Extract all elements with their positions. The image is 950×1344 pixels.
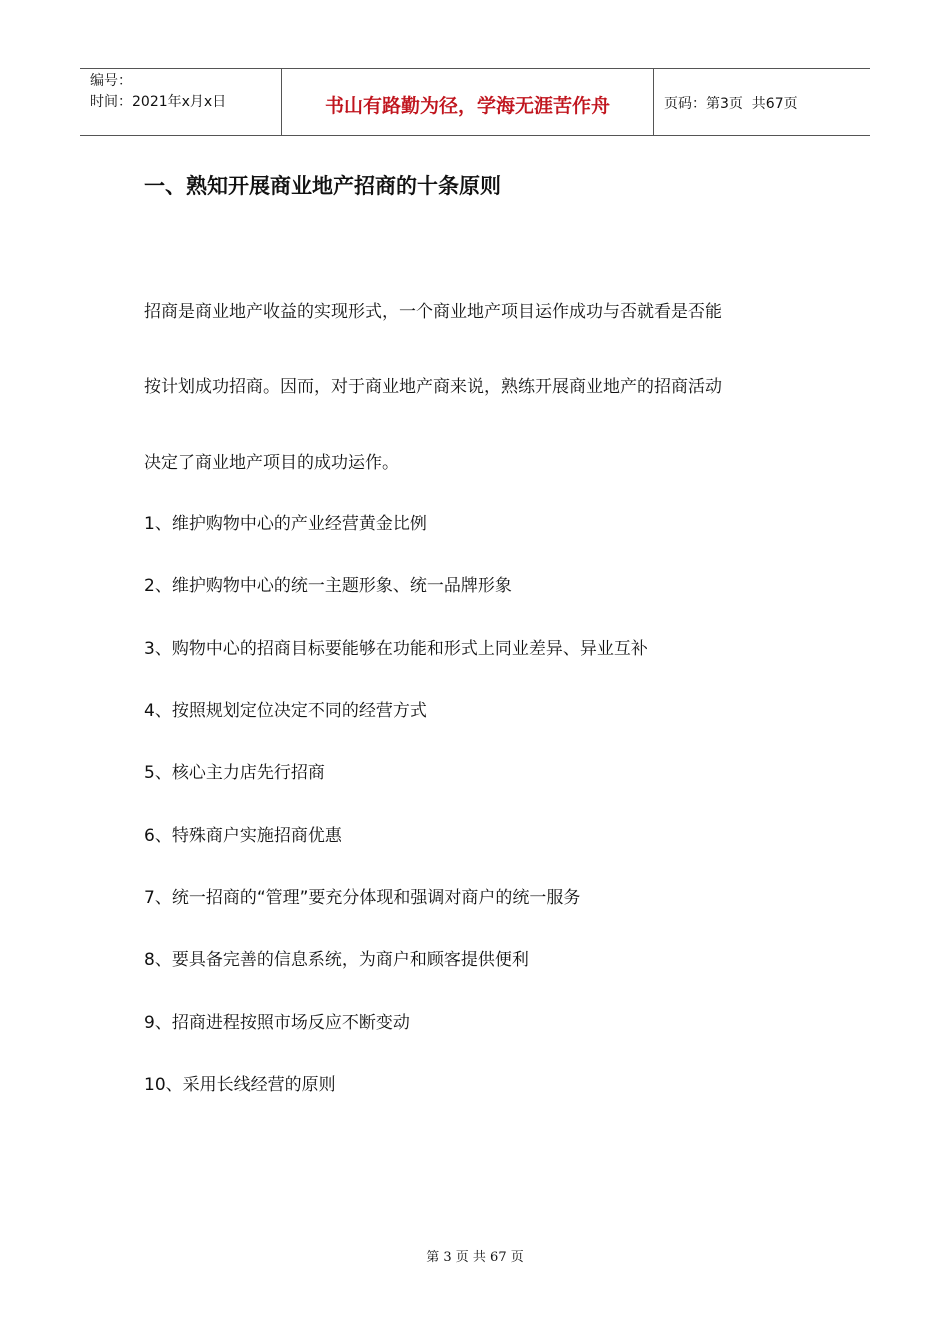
principle-item: 2、维护购物中心的统一主题形象、统一品牌形象 [144, 576, 512, 596]
principle-item: 3、购物中心的招商目标要能够在功能和形式上同业差异、异业互补 [144, 639, 648, 659]
date-label: 时间：2021年x月x日 [90, 94, 227, 110]
header-meta [80, 69, 282, 135]
serial-number-label: 编号： [90, 73, 132, 89]
page-header [80, 68, 870, 136]
principle-item: 7、统一招商的“管理”要充分体现和强调对商户的统一服务 [144, 888, 581, 908]
header-motto [282, 69, 654, 135]
intro-line: 决定了商业地产项目的成功运作。 [144, 453, 399, 473]
principle-item: 5、核心主力店先行招商 [144, 763, 325, 783]
page-count-label: 页码：第3页 共67页 [664, 96, 798, 112]
document-title: 一、熟知开展商业地产招商的十条原则 [144, 174, 501, 198]
intro-line: 招商是商业地产收益的实现形式，一个商业地产项目运作成功与否就看是否能 [144, 302, 722, 322]
header-page-info [654, 69, 870, 135]
principle-item: 10、采用长线经营的原则 [144, 1075, 336, 1095]
principle-item: 9、招商进程按照市场反应不断变动 [144, 1013, 410, 1033]
page-footer [0, 1246, 950, 1265]
principle-item: 6、特殊商户实施招商优惠 [144, 826, 342, 846]
intro-line: 按计划成功招商。因而，对于商业地产商来说，熟练开展商业地产的招商活动 [144, 377, 722, 397]
principle-item: 8、要具备完善的信息系统，为商户和顾客提供便利 [144, 950, 529, 970]
footer-page-number: 第 3 页 共 67 页 [426, 1250, 524, 1265]
principle-item: 4、按照规划定位决定不同的经营方式 [144, 701, 427, 721]
principle-item: 1、维护购物中心的产业经营黄金比例 [144, 514, 427, 534]
motto-text: 书山有路勤为径，学海无涯苦作舟 [324, 94, 610, 117]
